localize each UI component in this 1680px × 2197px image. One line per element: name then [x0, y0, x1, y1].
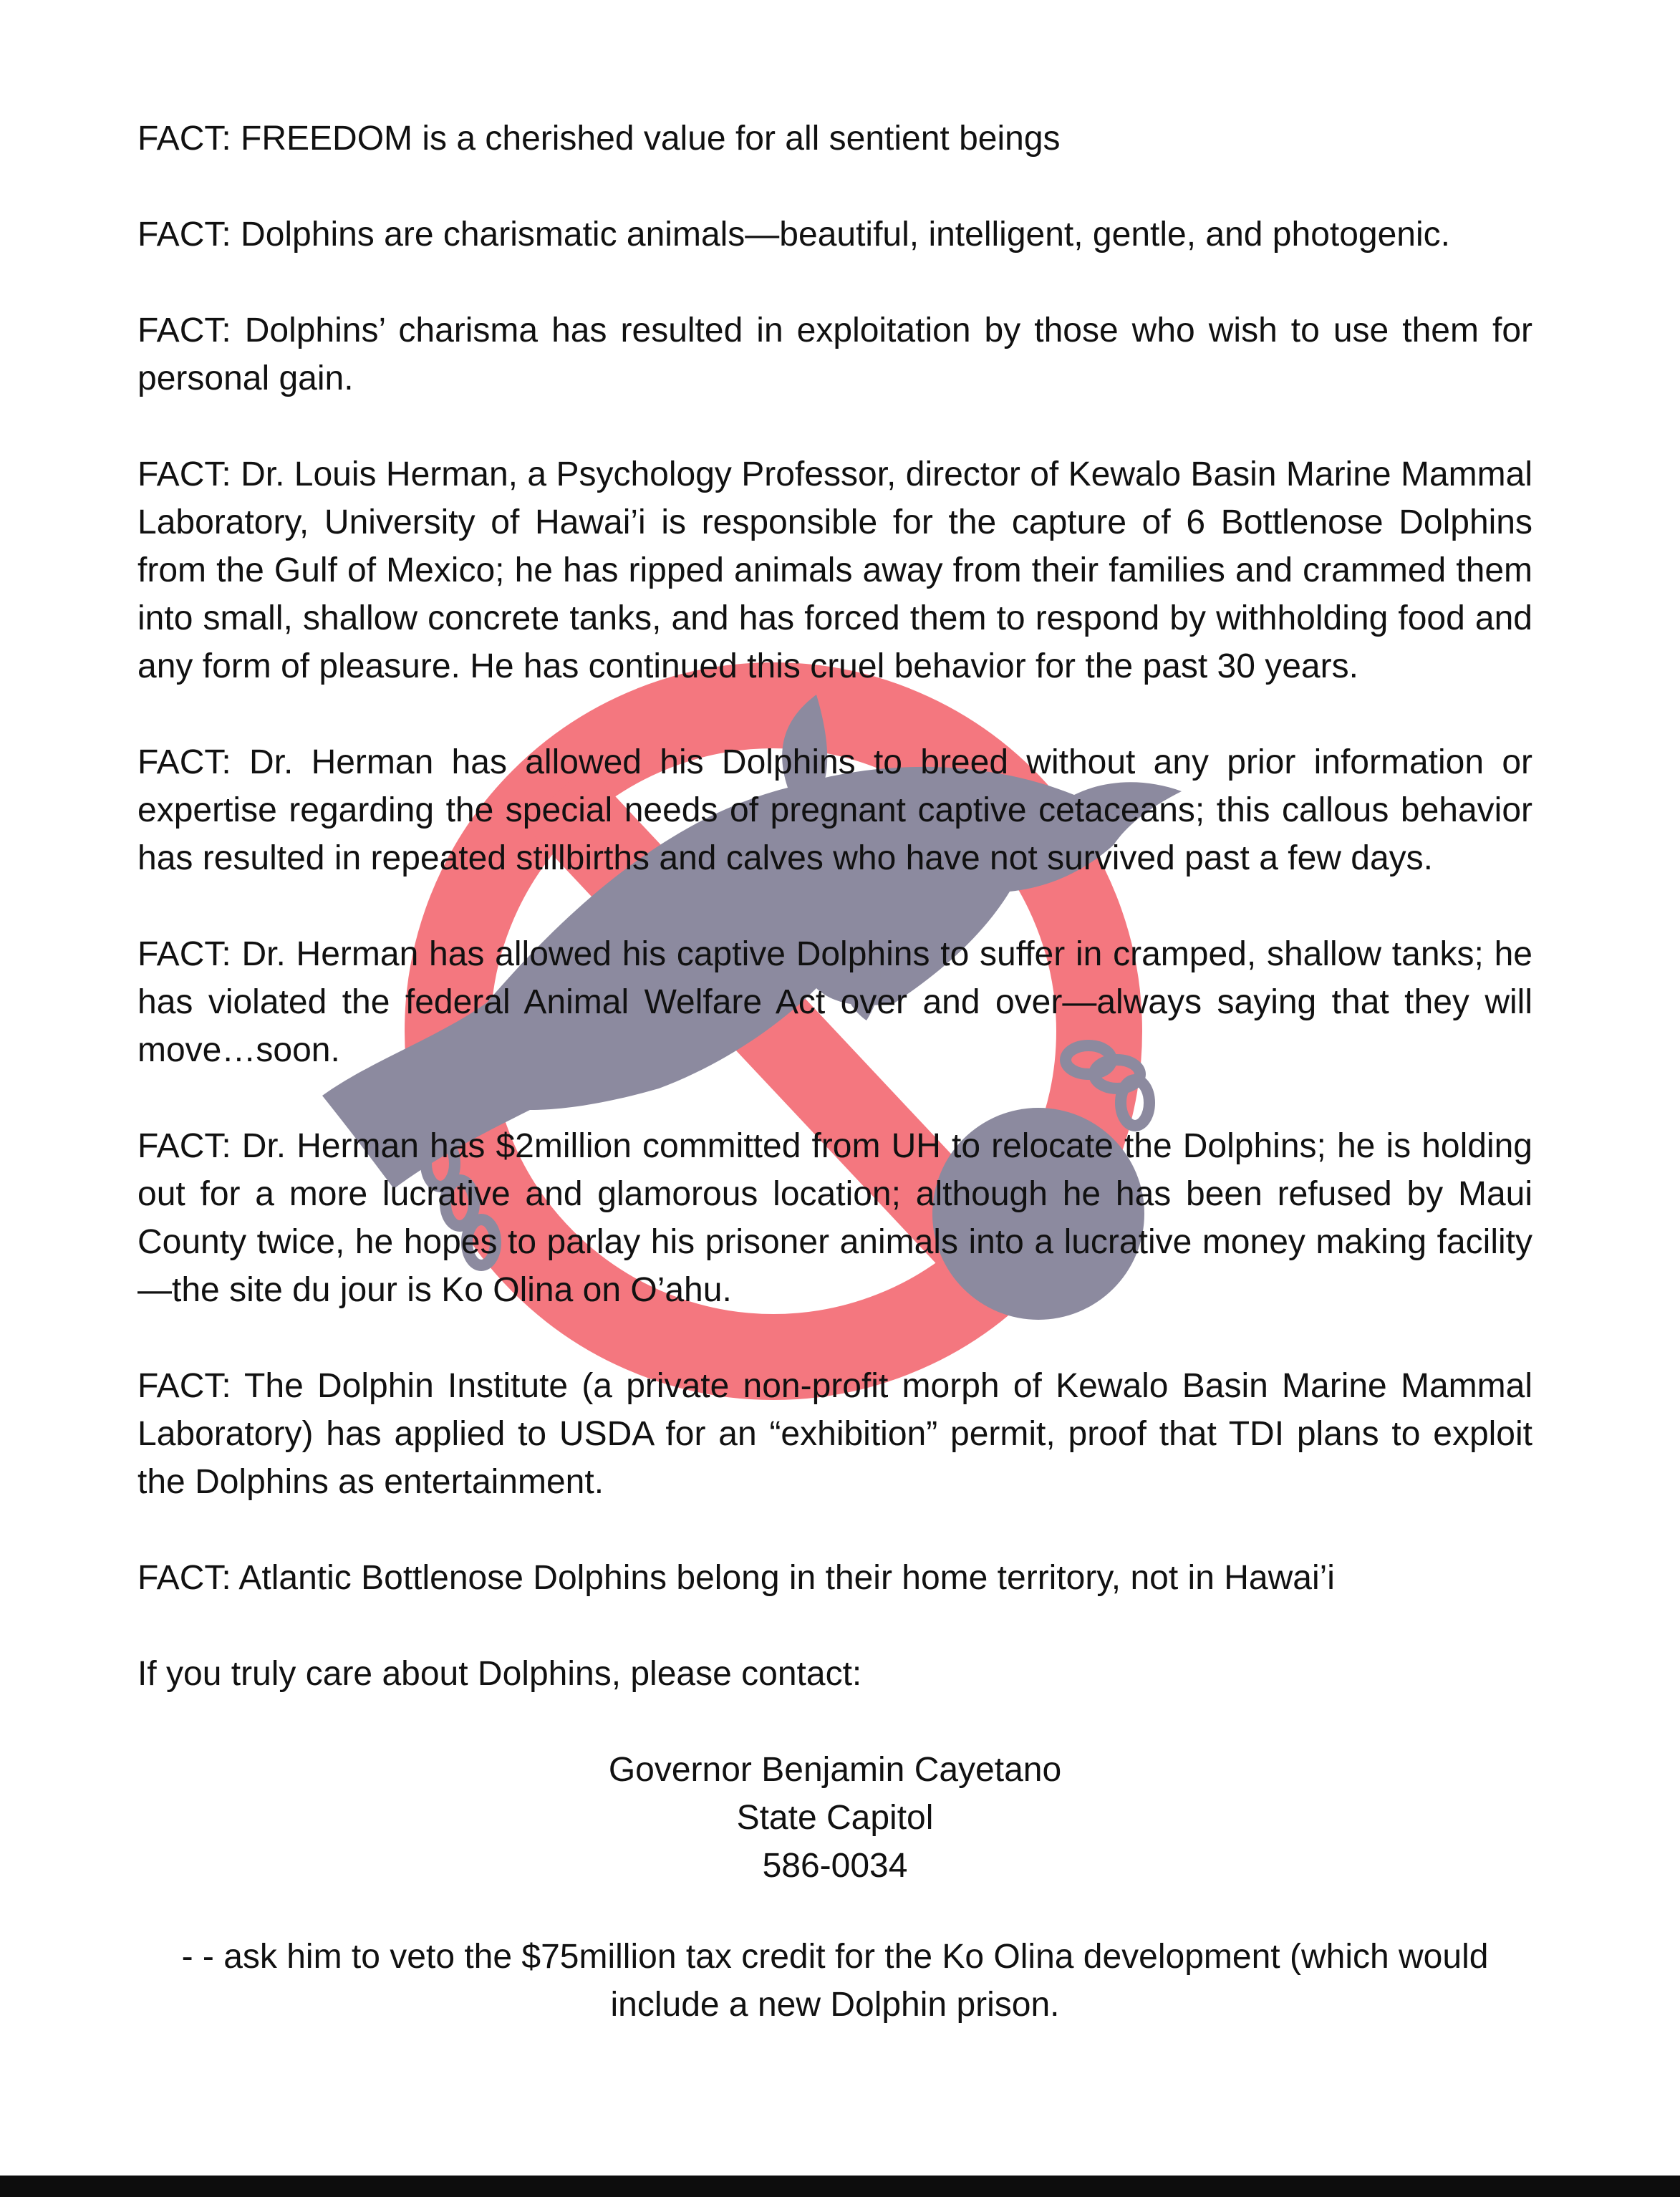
fact-freedom: FACT: FREEDOM is a cherished value for all sentient beings: [137, 120, 1061, 158]
fact-cramped-tanks: FACT: Dr. Herman has allowed his captive Dolphins to suffer in cramped, shallow tanks; he has violated the federal Animal Welfare Act over and over—always saying that they will move…soon.: [137, 935, 1532, 1069]
fact-relocation-money: FACT: Dr. Herman has $2million committed from UH to relocate the Dolphins; he is holding out for a more lucrative and glamorous location; although he has been refused by Maui County twice, he hopes to parlay his prisoner animals into a lucrative money making facility—the site du jour is Ko Olina on O’ahu.: [137, 1127, 1532, 1309]
fact-exploitation: FACT: Dolphins’ charisma has resulted in exploitation by those who wish to use them for personal gain.: [137, 312, 1532, 397]
fact-breeding: FACT: Dr. Herman has allowed his Dolphins to breed without any prior information or expertise regarding the special needs of pregnant captive cetaceans; this callous behavior has resulted in repeated stillbirths and calves who have not survived past a few days.: [137, 743, 1532, 877]
fact-charismatic: FACT: Dolphins are charismatic animals—beautiful, intelligent, gentle, and photogenic.: [137, 216, 1450, 254]
closing-line-1: - - ask him to veto the $75million tax credit for the Ko Olina development (which would: [181, 1938, 1489, 1976]
closing-request: [137, 1933, 1532, 2029]
contact-phone: 586-0034: [762, 1847, 908, 1885]
scan-edge: [0, 2176, 1680, 2197]
fact-exhibition-permit: FACT: The Dolphin Institute (a private non-profit morph of Kewalo Basin Marine Mammal Laboratory) has applied to USDA for an “exhibition” permit, proof that TDI plans to exploit the Dolphins as entertainment.: [137, 1367, 1532, 1501]
fact-home-territory: FACT: Atlantic Bottlenose Dolphins belong in their home territory, not in Hawai’i: [137, 1559, 1335, 1597]
contact-name: Governor Benjamin Cayetano: [608, 1751, 1062, 1789]
contact-address: [137, 1746, 1532, 1890]
contact-intro: If you truly care about Dolphins, please contact:: [137, 1655, 862, 1693]
flyer-text: [137, 115, 1532, 2029]
closing-line-2: include a new Dolphin prison.: [610, 1986, 1060, 2024]
contact-office: State Capitol: [736, 1799, 934, 1837]
fact-herman-capture: FACT: Dr. Louis Herman, a Psychology Professor, director of Kewalo Basin Marine Mammal Laboratory, University of Hawai’i is responsible for the capture of 6 Bottlenose Dolphins from the Gulf of Mexico; he has ripped animals away from their families and crammed them into small, shallow concrete tanks, and has forced them to respond by withholding food and any form of pleasure. He has continued this cruel behavior for the past 30 years.: [137, 455, 1532, 685]
